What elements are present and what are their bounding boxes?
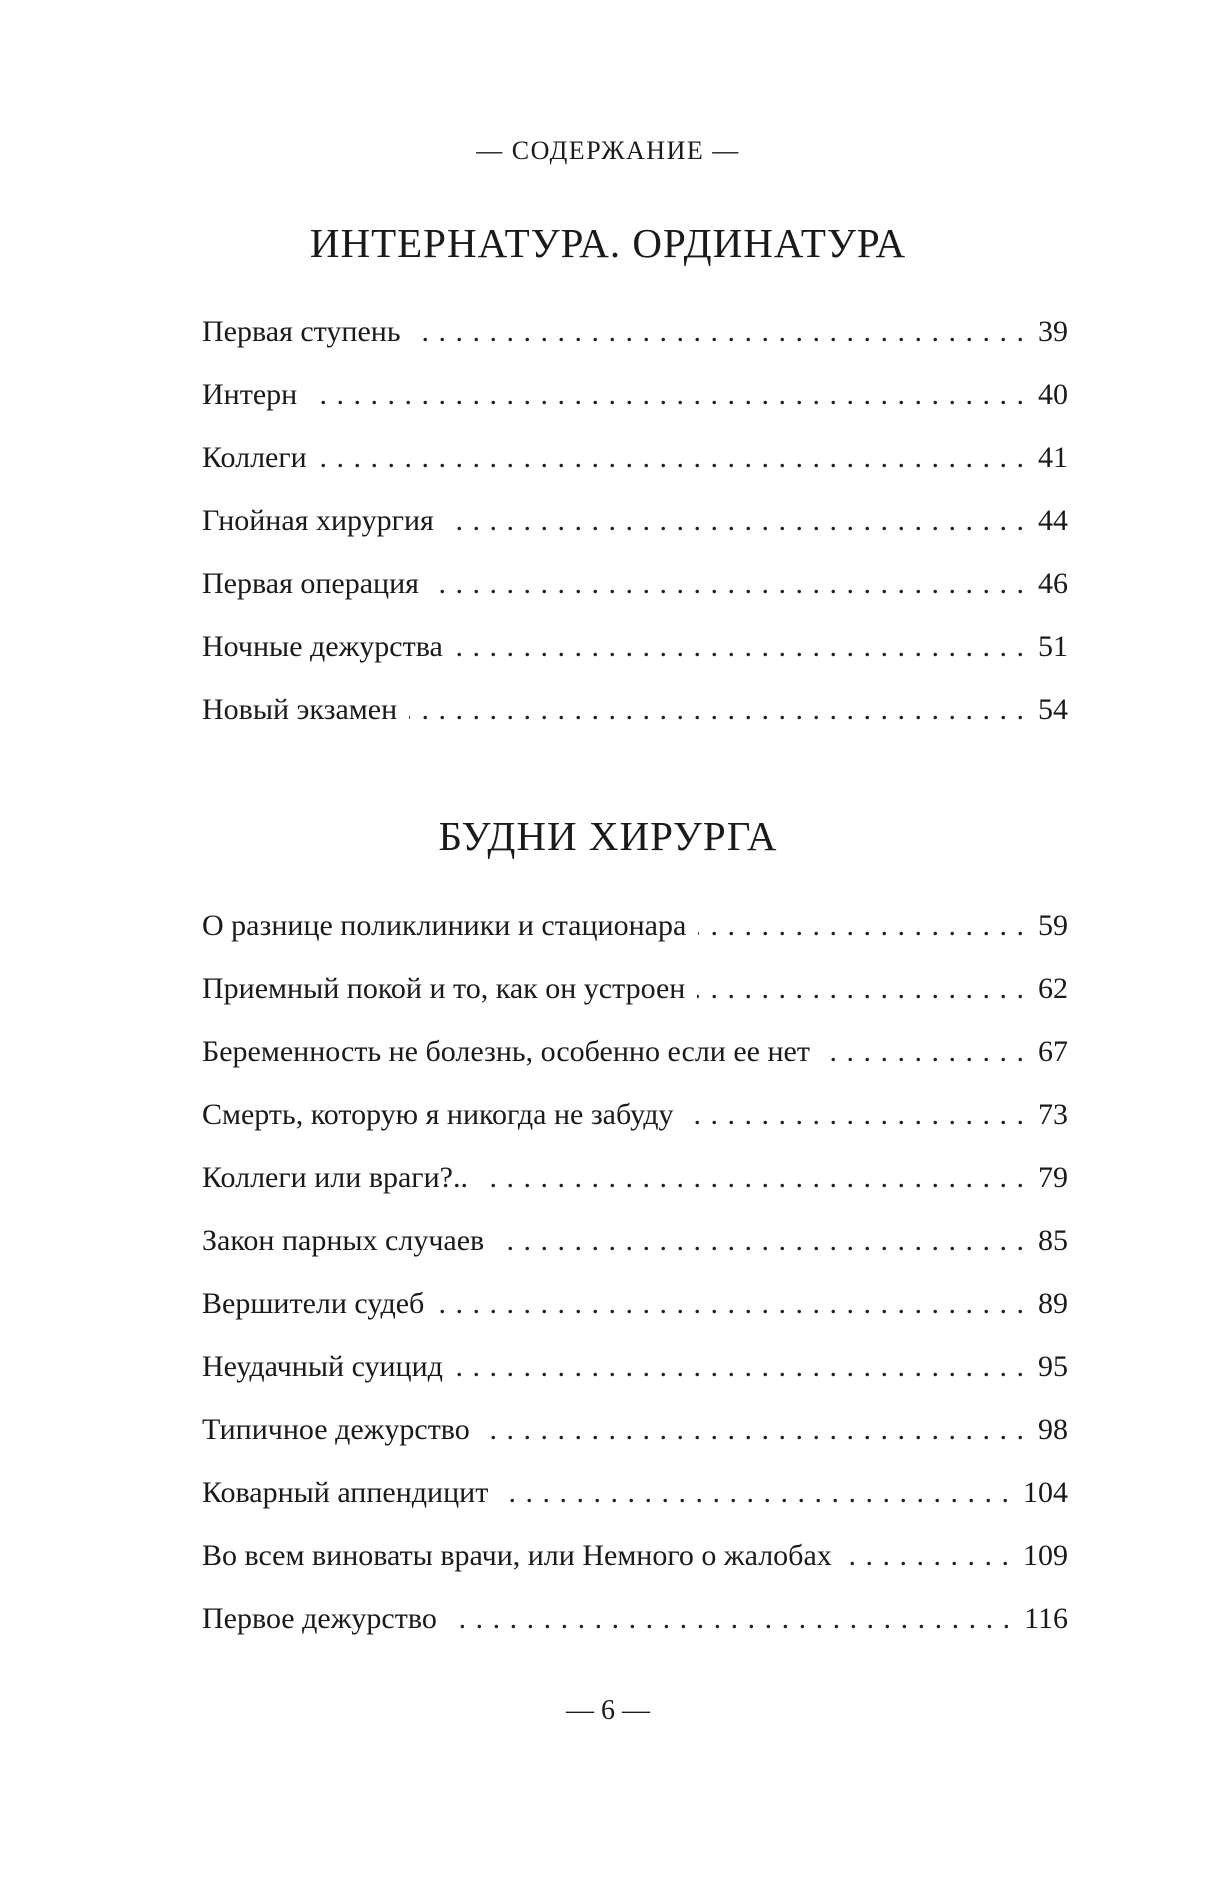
toc-entry-title: Беременность не болезнь, особенно если ее нет [202, 1035, 810, 1068]
toc-entry-title: Новый экзамен [202, 693, 398, 726]
toc-entry[interactable] [202, 1095, 1068, 1158]
dot-leader [455, 1347, 1024, 1387]
toc-entry[interactable] [202, 375, 1068, 438]
dot-leader [409, 690, 1024, 730]
dot-leader [496, 1221, 1024, 1261]
toc-entry-title: Первая операция [202, 567, 419, 600]
toc-entry-title: Типичное дежурство [202, 1413, 470, 1446]
toc-entry-title: Коварный аппендицит [202, 1476, 489, 1509]
toc-entry-page: 109 [1023, 1539, 1068, 1572]
toc-entry-title: Интерн [202, 378, 298, 411]
toc-list-section-2 [202, 906, 1068, 1662]
dot-leader [482, 1410, 1024, 1450]
toc-entry[interactable] [202, 438, 1068, 501]
toc-entry[interactable] [202, 1032, 1068, 1095]
toc-entry-page: 39 [1038, 315, 1068, 348]
dot-leader [480, 1158, 1024, 1198]
toc-entry-title: Ночные дежурства [202, 630, 443, 663]
dot-leader [844, 1536, 1009, 1576]
toc-entry-page: 40 [1038, 378, 1068, 411]
toc-entry-page: 51 [1038, 630, 1068, 663]
toc-entry-title: Приемный покой и то, как он устроен [202, 972, 686, 1005]
toc-entry[interactable] [202, 312, 1068, 375]
dot-leader [822, 1032, 1024, 1072]
dot-leader [446, 501, 1024, 541]
toc-entry[interactable] [202, 1599, 1068, 1662]
toc-entry-title: Вершители судеб [202, 1287, 425, 1320]
toc-entry[interactable] [202, 1410, 1068, 1473]
toc-entry-title: Закон парных случаев [202, 1224, 485, 1257]
toc-entry-title: Коллеги [202, 441, 307, 474]
toc-entry[interactable] [202, 1284, 1068, 1347]
toc-entry-title: Первая ступень [202, 315, 401, 348]
toc-entry[interactable] [202, 969, 1068, 1032]
dot-leader [685, 1095, 1024, 1135]
section-title-2: БУДНИ ХИРУРГА [438, 813, 778, 859]
toc-entry-title: Первое дежурство [202, 1602, 437, 1635]
toc-entry[interactable] [202, 501, 1068, 564]
dot-leader [697, 969, 1024, 1009]
toc-entry-page: 54 [1038, 693, 1068, 726]
dot-leader [455, 627, 1024, 667]
toc-entry-page: 95 [1038, 1350, 1068, 1383]
toc-entry-page: 44 [1038, 504, 1068, 537]
dot-leader [431, 564, 1024, 604]
section-title-1: ИНТЕРНАТУРА. ОРДИНАТУРА [309, 220, 907, 266]
dot-leader [319, 438, 1024, 478]
toc-entry-title: Смерть, которую я никогда не забуду [202, 1098, 674, 1131]
toc-entry-page: 89 [1038, 1287, 1068, 1320]
running-header: — СОДЕРЖАНИЕ — [476, 136, 740, 165]
toc-entry-title: Неудачный суицид [202, 1350, 443, 1383]
toc-list-section-1 [202, 312, 1068, 753]
toc-entry-page: 79 [1038, 1161, 1068, 1194]
toc-entry-page: 41 [1038, 441, 1068, 474]
dot-leader [413, 312, 1024, 352]
toc-entry[interactable] [202, 564, 1068, 627]
toc-entry[interactable] [202, 690, 1068, 753]
toc-entry[interactable] [202, 1158, 1068, 1221]
toc-entry[interactable] [202, 1473, 1068, 1536]
toc-entry[interactable] [202, 906, 1068, 969]
toc-entry[interactable] [202, 627, 1068, 690]
toc-entry-page: 67 [1038, 1035, 1068, 1068]
toc-entry-title: Коллеги или враги?.. [202, 1161, 468, 1194]
toc-entry-title: Во всем виноваты врачи, или Немного о жалобах [202, 1539, 832, 1572]
toc-entry[interactable] [202, 1347, 1068, 1410]
toc-entry-page: 116 [1024, 1602, 1068, 1635]
toc-entry-page: 73 [1038, 1098, 1068, 1131]
dot-leader [309, 375, 1024, 415]
dot-leader [449, 1599, 1010, 1639]
page-number: — 6 — [566, 1695, 650, 1726]
toc-entry-page: 59 [1038, 909, 1068, 942]
toc-entry-page: 62 [1038, 972, 1068, 1005]
toc-entry[interactable] [202, 1221, 1068, 1284]
toc-entry-title: О разнице поликлиники и стационара [202, 909, 687, 942]
toc-entry-title: Гнойная хирургия [202, 504, 434, 537]
toc-entry-page: 46 [1038, 567, 1068, 600]
dot-leader [436, 1284, 1024, 1324]
toc-entry-page: 85 [1038, 1224, 1068, 1257]
toc-entry-page: 98 [1038, 1413, 1068, 1446]
dot-leader [500, 1473, 1009, 1513]
toc-entry[interactable] [202, 1536, 1068, 1599]
toc-entry-page: 104 [1023, 1476, 1068, 1509]
dot-leader [698, 906, 1024, 946]
